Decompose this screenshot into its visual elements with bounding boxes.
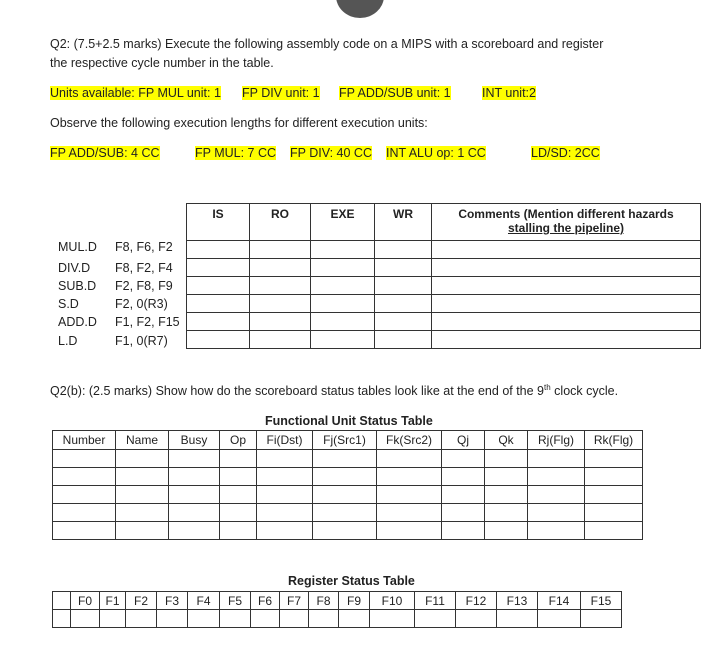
reg-f8: F8 [309, 592, 339, 610]
reg-f1: F1 [100, 592, 126, 610]
reg-f15: F15 [581, 592, 622, 610]
latency-fp-addsub: FP ADD/SUB: 4 CC [50, 146, 160, 160]
header-wr: WR [375, 204, 432, 241]
question-line-1: Q2: (7.5+2.5 marks) Execute the following assembly code on a MIPS with a scoreboard and register [50, 37, 604, 51]
latency-int-alu: INT ALU op: 1 CC [386, 146, 486, 160]
cycle-table [186, 203, 701, 349]
fu-header-qk: Qk [485, 431, 528, 450]
fu-header-rj: Rj(Flg) [528, 431, 585, 450]
header-is: IS [187, 204, 250, 241]
decorative-circle [336, 0, 384, 18]
fu-header-fj: Fj(Src1) [313, 431, 377, 450]
fu-header-number: Number [53, 431, 116, 450]
latencies [50, 146, 710, 164]
register-status-table [52, 591, 622, 628]
header-comments: Comments (Mention different hazards stalling the pipeline) [432, 204, 701, 241]
fu-status-table [52, 430, 643, 540]
instruction-5: ADD.D F1, F2, F15 [58, 315, 180, 329]
reg-f9: F9 [339, 592, 370, 610]
unit-fp-mul: Units available: FP MUL unit: 1 [50, 86, 221, 100]
fu-header-fk: Fk(Src2) [377, 431, 442, 450]
reg-f4: F4 [188, 592, 220, 610]
header-ro: RO [250, 204, 311, 241]
unit-fp-div: FP DIV unit: 1 [242, 86, 320, 100]
fu-header-rk: Rk(Flg) [585, 431, 643, 450]
reg-f2: F2 [126, 592, 157, 610]
q2b-text: Q2(b): (2.5 marks) Show how do the scoreboard status tables look like at the end of the 9th clock cycle. [50, 383, 619, 399]
reg-f7: F7 [280, 592, 309, 610]
reg-f11: F11 [415, 592, 456, 610]
reg-f10: F10 [370, 592, 415, 610]
reg-f3: F3 [157, 592, 188, 610]
reg-f6: F6 [251, 592, 280, 610]
instruction-4: S.D F2, 0(R3) [58, 297, 168, 311]
unit-int: INT unit:2 [482, 86, 536, 100]
reg-f14: F14 [538, 592, 581, 610]
header-exe: EXE [311, 204, 375, 241]
units-available [50, 86, 700, 104]
reg-f5: F5 [220, 592, 251, 610]
fu-table-title: Functional Unit Status Table [265, 414, 433, 428]
fu-header-fi: Fi(Dst) [257, 431, 313, 450]
instruction-1: MUL.D F8, F6, F2 [58, 240, 173, 254]
question-line-2: the respective cycle number in the table. [50, 56, 274, 70]
unit-fp-addsub: FP ADD/SUB unit: 1 [339, 86, 451, 100]
fu-header-name: Name [116, 431, 169, 450]
reg-f0: F0 [71, 592, 100, 610]
instruction-3: SUB.D F2, F8, F9 [58, 279, 173, 293]
instruction-2: DIV.D F8, F2, F4 [58, 261, 173, 275]
fu-header-op: Op [220, 431, 257, 450]
reg-f12: F12 [456, 592, 497, 610]
instruction-6: L.D F1, 0(R7) [58, 334, 168, 348]
observe-text: Observe the following execution lengths for different execution units: [50, 116, 428, 130]
fu-header-busy: Busy [169, 431, 220, 450]
latency-fp-div: FP DIV: 40 CC [290, 146, 372, 160]
latency-ld-sd: LD/SD: 2CC [531, 146, 600, 160]
reg-table-title: Register Status Table [288, 574, 415, 588]
latency-fp-mul: FP MUL: 7 CC [195, 146, 277, 160]
reg-f13: F13 [497, 592, 538, 610]
fu-header-qj: Qj [442, 431, 485, 450]
